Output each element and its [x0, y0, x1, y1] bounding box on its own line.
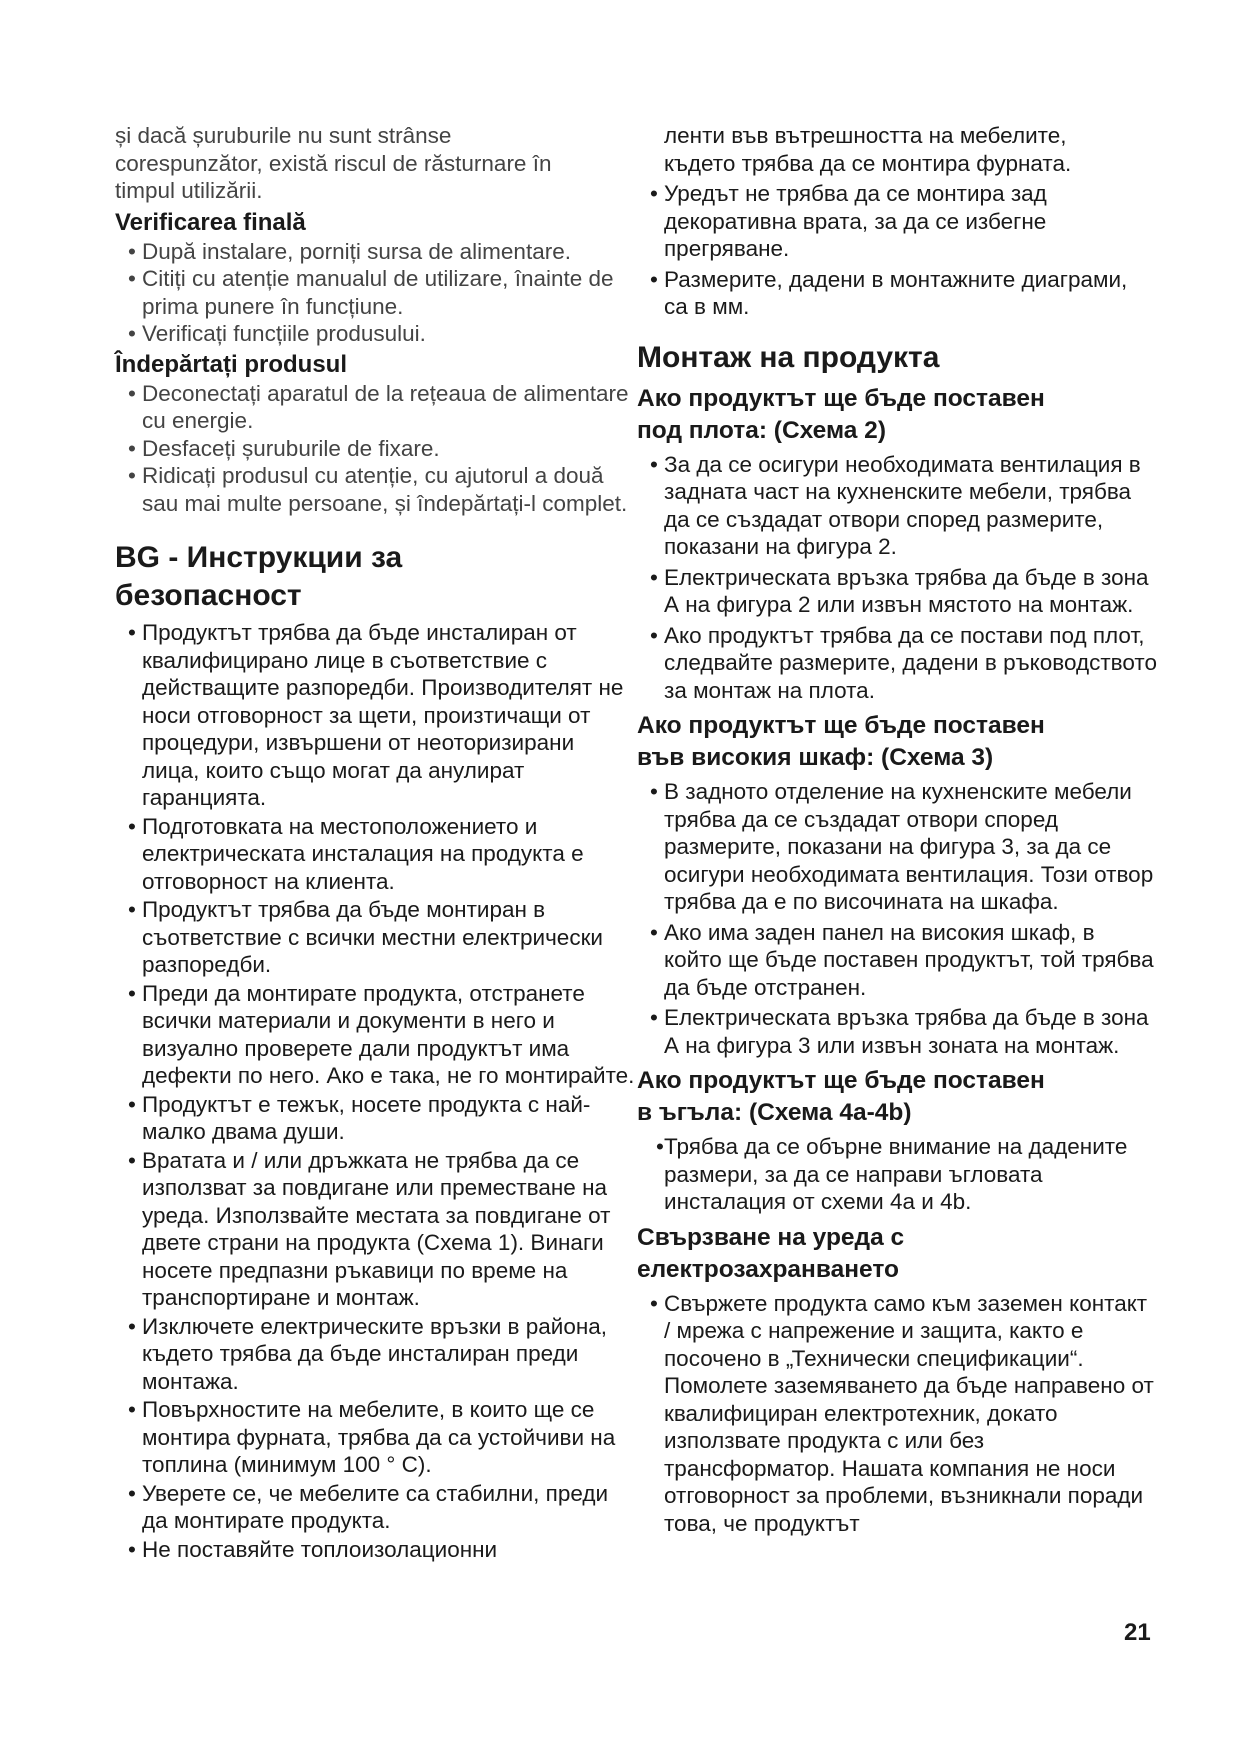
- tall-cabinet-heading-line1: Ако продуктът ще бъде поставен: [637, 712, 1045, 739]
- list-item: • Продуктът е тежък, носете продукта с най-малко двама души.: [115, 1091, 635, 1146]
- final-check-list: [115, 238, 635, 348]
- list-item: • Изключете електрическите връзки в района, където трябва да бъде инсталиран преди монтажа.: [115, 1313, 635, 1396]
- continued-line: ленти във вътрешността на мебелите,: [664, 123, 1067, 148]
- power-heading: [637, 1222, 1157, 1286]
- list-item: • Уверете се, че мебелите са стабилни, преди да монтирате продукта.: [115, 1480, 635, 1535]
- corner-list: [637, 1133, 1157, 1216]
- power-heading-line2: електрозахранването: [637, 1255, 899, 1283]
- list-item: • Електрическата връзка трябва да бъде в зона А на фигура 2 или извън мястото на монтаж.: [637, 564, 1157, 619]
- safety-heading-line1: BG - Инструкции за: [115, 541, 403, 574]
- safety-heading: [115, 539, 635, 615]
- intro-line: corespunzător, există riscul de răsturnare în: [115, 150, 552, 176]
- list-item: • За да се осигури необходимата вентилация в задната част на кухненските мебели, трябва да се създадат отвори според размерите, показани на фигура 2.: [637, 451, 1157, 561]
- list-item: • Размерите, дадени в монтажните диаграми, са в мм.: [637, 266, 1157, 321]
- list-item: • Не поставяйте топлоизолационни: [115, 1536, 635, 1564]
- corner-heading: [637, 1065, 1157, 1129]
- list-item: • Ако има заден панел на високия шкаф, в който ще бъде поставен продуктът, той трябва да бъде отстранен.: [637, 919, 1157, 1002]
- list-item: • Продуктът трябва да бъде инсталиран от квалифицирано лице в съответствие с действащите разпоредби. Производителят не носи отговорност за щети, произтичащи от процедури, извършени от неоторизирани лица, които също могат да анулират гаранцията.: [115, 619, 635, 812]
- remove-heading: Îndepărtați produsul: [115, 350, 348, 378]
- under-counter-list: [637, 451, 1157, 705]
- list-item: • Подготовката на местоположението и електрическата инсталация на продукта е отговорност на клиента.: [115, 813, 635, 896]
- under-counter-heading: [637, 383, 1157, 447]
- list-item: • Преди да монтирате продукта, отстранете всички материали и документи в него и визуално проверете дали продуктът има дефекти по него. Ако е така, не го монтирайте.: [115, 980, 635, 1090]
- remove-list: [115, 380, 635, 518]
- power-heading-line1: Свързване на уреда с: [637, 1223, 905, 1251]
- list-item: • Трябва да се обърне внимание на дадените размери, за да се направи ъгловата инсталация от схеми 4a и 4b.: [637, 1133, 1157, 1216]
- right-column: [637, 122, 1157, 1540]
- corner-heading-line1: Ако продуктът ще бъде поставен: [637, 1067, 1045, 1094]
- intro-line: și dacă șuruburile nu sunt strânse: [115, 123, 452, 148]
- tall-cabinet-heading: [637, 710, 1157, 774]
- list-item: • Desfaceți șuruburile de fixare.: [115, 435, 635, 463]
- list-item: • Citiți cu atenție manualul de utilizare, înainte de prima punere în funcțiune.: [115, 265, 635, 320]
- continued-line: където трябва да се монтира фурната.: [664, 150, 1072, 176]
- power-list: [637, 1290, 1157, 1538]
- list-item: • După instalare, porniți sursa de alimentare.: [115, 238, 635, 266]
- tall-cabinet-heading-line2: във високия шкаф: (Схема 3): [637, 744, 994, 771]
- list-item: • Електрическата връзка трябва да бъде в зона А на фигура 3 или извън зоната на монтаж.: [637, 1004, 1157, 1059]
- mount-heading: Монтаж на продукта: [637, 340, 940, 374]
- intro-line: timpul utilizării.: [115, 178, 263, 203]
- safety-list: [115, 619, 635, 1563]
- final-check-heading: Verificarea finală: [115, 208, 306, 236]
- list-item: • Свържете продукта само към заземен контакт / мрежа с напрежение и защита, както е посочено в „Технически спецификации“. Помолете заземяването да бъде направено от квалифициран електротехник, докато използвате продукта с или без трансформатор. Нашата компания не носи отговорност за проблеми, възникнали поради това, че продуктът: [637, 1290, 1157, 1538]
- continued-list: [637, 180, 1157, 321]
- list-item: • Ridicați produsul cu atenție, cu ajutorul a două sau mai multe persoane, și îndepărtați-l complet.: [115, 462, 635, 517]
- list-item: • Вратата и / или дръжката не трябва да се използват за повдигане или преместване на уреда. Използвайте местата за повдигане от двете страни на продукта (Схема 1). Винаги носете предпазни ръкавици по време на транспортиране и монтаж.: [115, 1147, 635, 1312]
- list-item: • Повърхностите на мебелите, в които ще се монтира фурната, трябва да са устойчиви на топлина (минимум 100 ° C).: [115, 1396, 635, 1479]
- list-item: • Verificați funcțiile produsului.: [115, 320, 635, 348]
- list-item: • Deconectați aparatul de la rețeaua de alimentare cu energie.: [115, 380, 635, 435]
- list-item: • Уредът не трябва да се монтира зад декоративна врата, за да се избегне прегряване.: [637, 180, 1157, 263]
- safety-heading-line2: безопасност: [115, 579, 302, 612]
- corner-heading-line2: в ъгъла: (Схема 4a-4b): [637, 1099, 912, 1126]
- tall-cabinet-list: [637, 778, 1157, 1059]
- page-number: 21: [1124, 1619, 1151, 1646]
- list-item: • Ако продуктът трябва да се постави под плот, следвайте размерите, дадени в ръководството за монтаж на плота.: [637, 622, 1157, 705]
- left-column: [115, 122, 635, 1564]
- list-item: • В задното отделение на кухненските мебели трябва да се създадат отвори според размерите, показани на фигура 3, за да се осигури необходимата вентилация. Този отвор трябва да е по височината на шкафа.: [637, 778, 1157, 916]
- under-counter-heading-line2: под плота: (Схема 2): [637, 416, 886, 444]
- list-item: • Продуктът трябва да бъде монтиран в съответствие с всички местни електрически разпоредби.: [115, 896, 635, 979]
- under-counter-heading-line1: Ако продуктът ще бъде поставен: [637, 384, 1045, 412]
